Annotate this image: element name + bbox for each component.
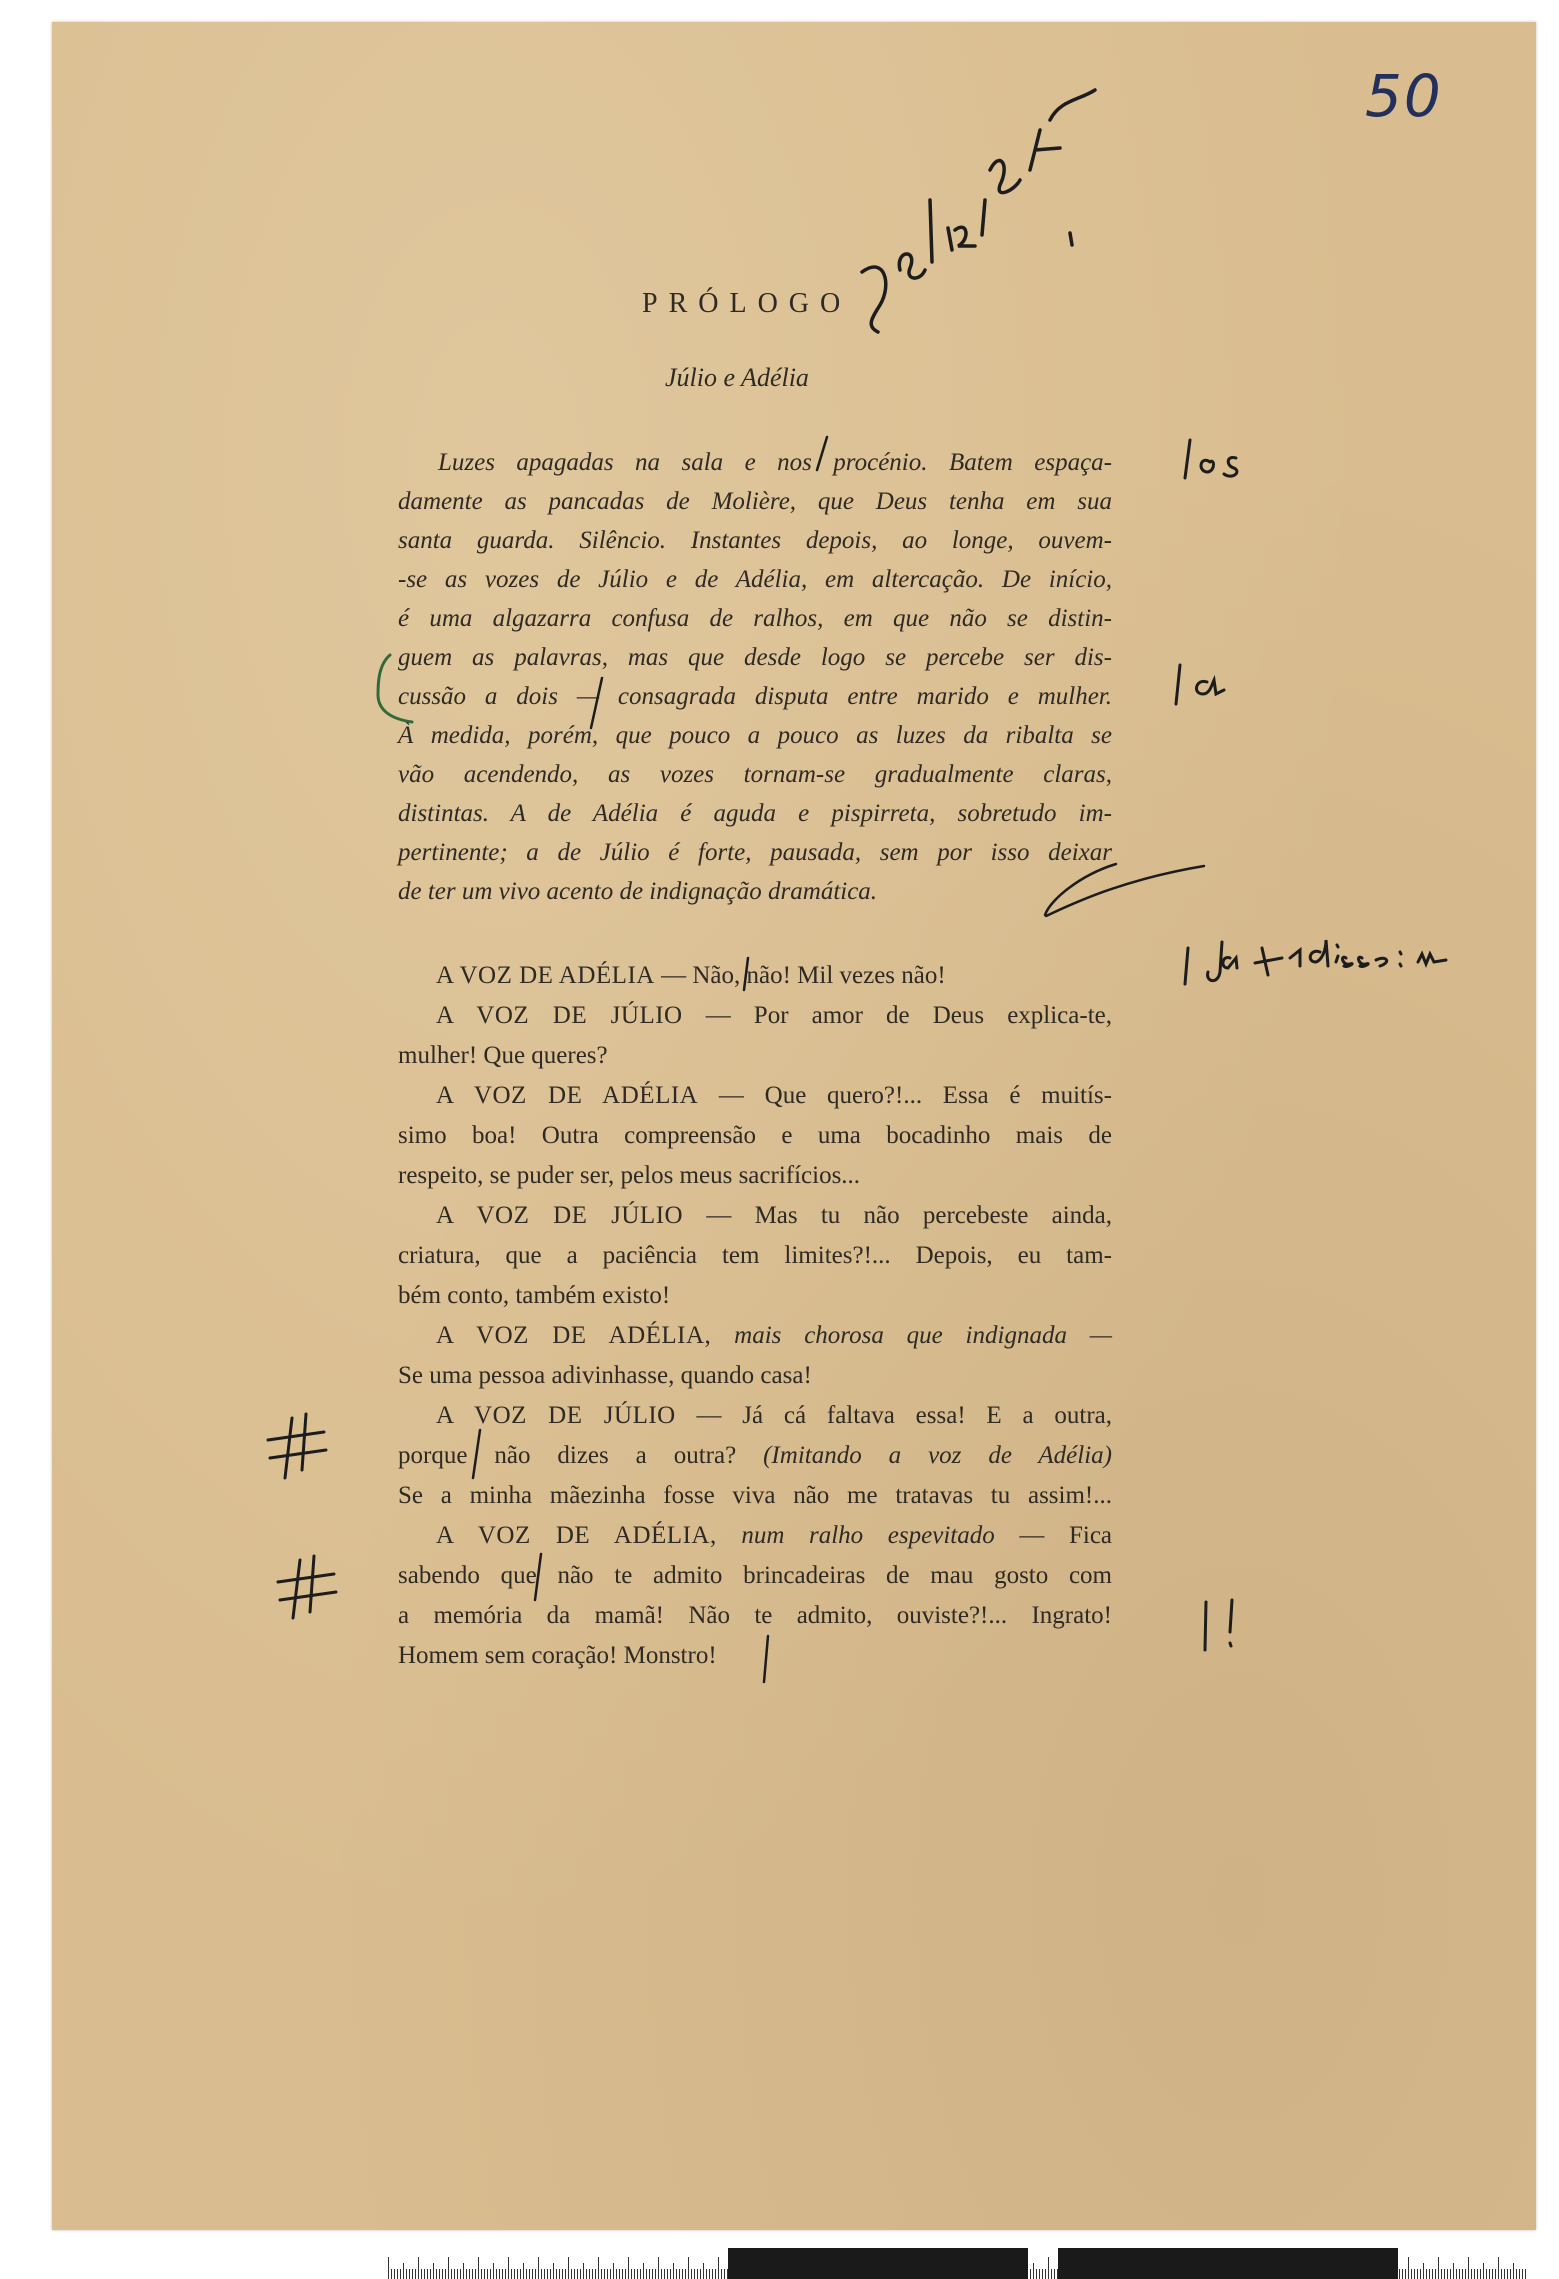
ruler-tick: [1045, 2269, 1046, 2279]
ruler-tick: [598, 2257, 599, 2279]
ruler-tick: [466, 2269, 467, 2279]
ruler-tick: [691, 2269, 692, 2279]
ruler-tick: [649, 2269, 650, 2279]
ruler-tick: [631, 2269, 632, 2279]
ruler-tick: [412, 2269, 413, 2279]
ruler-tick: [1441, 2269, 1442, 2279]
speech-text: — Já cá faltava essa! E a outra,: [675, 1402, 1112, 1429]
ruler-tick: [418, 2257, 419, 2279]
ruler-tick: [562, 2269, 563, 2279]
ruler-tick: [700, 2269, 701, 2279]
dialogue-line: [436, 1396, 1112, 1435]
dialogue-line: sabendo que não te admito brincadeiras de mau gosto com: [398, 1562, 1112, 1589]
ruler-tick: [634, 2269, 635, 2279]
ruler-tick: [616, 2269, 617, 2279]
ruler-tick: [568, 2257, 569, 2279]
ruler-tick: [595, 2269, 596, 2279]
ruler-tick: [454, 2269, 455, 2279]
ruler-block: [1058, 2248, 1398, 2279]
ruler-tick: [1402, 2269, 1403, 2279]
ruler-tick: [646, 2269, 647, 2279]
dialogue-line: Se uma pessoa adivinhasse, quando casa!: [398, 1362, 812, 1389]
ruler-tick: [577, 2269, 578, 2279]
ruler-tick: [406, 2269, 407, 2279]
ruler-tick: [574, 2269, 575, 2279]
ruler-tick: [421, 2269, 422, 2279]
ruler-tick: [1465, 2269, 1466, 2279]
dialogue-line: Se a minha mãezinha fosse viva não me tratavas tu assim!...: [398, 1482, 1112, 1509]
dialogue-line: [436, 956, 1112, 995]
ruler-tick: [721, 2269, 722, 2279]
ruler-tick: [511, 2269, 512, 2279]
ruler-tick: [487, 2269, 488, 2279]
ruler-tick: [715, 2269, 716, 2279]
ruler-tick: [1417, 2269, 1418, 2279]
ruler-tick: [514, 2269, 515, 2279]
ruler-tick: [493, 2263, 494, 2279]
ruler-tick: [499, 2269, 500, 2279]
stage-direction-line: vão acendendo, as vozes tornam-se gradualmente claras,: [398, 761, 1112, 788]
ruler-tick: [1471, 2269, 1472, 2279]
ruler-tick: [1522, 2269, 1523, 2279]
ruler-tick: [1399, 2269, 1400, 2279]
stage-direction-line: pertinente; a de Júlio é forte, pausada, sem por isso deixar: [398, 839, 1112, 866]
ruler-tick: [481, 2269, 482, 2279]
ruler-tick: [673, 2263, 674, 2279]
stage-direction-line: guem as palavras, mas que desde logo se percebe ser dis-: [398, 644, 1112, 671]
page-title: PRÓLOGO: [642, 288, 852, 319]
dialogue-line: respeito, se puder ser, pelos meus sacrifícios...: [398, 1162, 861, 1189]
ruler-tick: [661, 2269, 662, 2279]
ruler-tick: [583, 2263, 584, 2279]
scale-ruler: [388, 2244, 1538, 2279]
ruler-tick: [685, 2269, 686, 2279]
ruler-tick: [1498, 2257, 1499, 2279]
ruler-tick: [1411, 2269, 1412, 2279]
ruler-tick: [1453, 2263, 1454, 2279]
ruler-tick: [604, 2269, 605, 2279]
ruler-tick: [559, 2269, 560, 2279]
ruler-tick: [694, 2269, 695, 2279]
ruler-tick: [643, 2263, 644, 2279]
speech-text: — Não, não! Mil vezes não!: [654, 962, 946, 989]
ruler-tick: [478, 2257, 479, 2279]
ruler-tick: [1051, 2269, 1052, 2279]
ruler-tick: [1414, 2269, 1415, 2279]
ruler-tick: [589, 2269, 590, 2279]
ruler-tick: [1042, 2269, 1043, 2279]
dialogue-line: a memória da mamã! Não te admito, ouviste?!... Ingrato!: [398, 1602, 1112, 1629]
ruler-tick: [469, 2269, 470, 2279]
dialogue-line: [436, 1316, 1112, 1355]
ruler-tick: [724, 2269, 725, 2279]
ruler-tick: [610, 2269, 611, 2279]
ruler-tick: [652, 2269, 653, 2279]
ruler-tick: [1426, 2269, 1427, 2279]
ruler-tick: [1036, 2269, 1037, 2279]
ruler-tick: [535, 2269, 536, 2279]
ruler-tick: [502, 2269, 503, 2279]
ruler-tick: [1519, 2269, 1520, 2279]
ruler-tick: [448, 2257, 449, 2279]
ruler-tick: [679, 2269, 680, 2279]
ruler-tick: [607, 2269, 608, 2279]
dialogue-line: Homem sem coração! Monstro!: [398, 1642, 717, 1669]
ruler-tick: [1405, 2269, 1406, 2279]
ruler-tick: [1447, 2269, 1448, 2279]
speech-text: — Por amor de Deus explica-te,: [682, 1002, 1112, 1029]
ruler-tick: [1525, 2269, 1526, 2279]
ruler-tick: [1054, 2269, 1055, 2279]
ruler-tick: [436, 2269, 437, 2279]
ruler-tick: [1480, 2269, 1481, 2279]
speech-text: — Mas tu não percebeste ainda,: [683, 1202, 1112, 1229]
ruler-tick: [547, 2269, 548, 2279]
ruler-tick: [667, 2269, 668, 2279]
ruler-tick: [424, 2269, 425, 2279]
ruler-tick: [553, 2263, 554, 2279]
ruler-tick: [1420, 2269, 1421, 2279]
dialogue-line: mulher! Que queres?: [398, 1042, 608, 1069]
ruler-tick: [433, 2263, 434, 2279]
ruler-tick: [625, 2269, 626, 2279]
dialogue-line: [436, 996, 1112, 1035]
stage-direction-inline: num ralho espevitado: [716, 1522, 995, 1549]
ruler-tick: [1408, 2257, 1409, 2279]
ruler-tick: [1429, 2269, 1430, 2279]
ruler-tick: [520, 2269, 521, 2279]
ruler-tick: [1510, 2269, 1511, 2279]
dialogue-line: [436, 1196, 1112, 1235]
stage-direction-inline: (Imitando a voz de Adélia): [763, 1442, 1112, 1469]
ruler-tick: [1435, 2269, 1436, 2279]
ruler-tick: [592, 2269, 593, 2279]
ruler-tick: [415, 2269, 416, 2279]
ruler-tick: [709, 2269, 710, 2279]
ruler-tick: [445, 2269, 446, 2279]
ruler-tick: [430, 2269, 431, 2279]
ruler-tick: [442, 2269, 443, 2279]
stage-direction-line: -se as vozes de Júlio e de Adélia, em altercação. De início,: [398, 566, 1112, 593]
ruler-tick: [586, 2269, 587, 2279]
ruler-tick: [1483, 2263, 1484, 2279]
dialogue-line: criatura, que a paciência tem limites?!... Depois, eu tam-: [398, 1242, 1112, 1269]
ruler-tick: [688, 2257, 689, 2279]
ruler-tick: [682, 2269, 683, 2279]
ruler-tick: [640, 2269, 641, 2279]
ruler-tick: [550, 2269, 551, 2279]
ruler-tick: [580, 2269, 581, 2279]
ruler-tick: [1033, 2263, 1034, 2279]
speaker-name: A VOZ DE ADÉLIA: [436, 1082, 699, 1109]
ruler-tick: [523, 2263, 524, 2279]
ruler-tick: [1048, 2257, 1049, 2279]
ruler-tick: [1030, 2269, 1031, 2279]
ruler-tick: [439, 2269, 440, 2279]
ruler-tick: [697, 2269, 698, 2279]
ruler-tick: [460, 2269, 461, 2279]
ruler-tick: [532, 2269, 533, 2279]
ruler-tick: [703, 2263, 704, 2279]
ruler-tick: [1456, 2269, 1457, 2279]
ruler-tick: [496, 2269, 497, 2279]
ruler-tick: [1516, 2269, 1517, 2279]
stage-direction-line: damente as pancadas de Molière, que Deus tenha em sua: [398, 488, 1112, 515]
ruler-tick: [1462, 2269, 1463, 2279]
stage-direction-inline: mais chorosa que indignada —: [711, 1322, 1113, 1349]
ruler-tick: [712, 2269, 713, 2279]
ruler-tick: [457, 2269, 458, 2279]
dialogue-line: [436, 1076, 1112, 1115]
ruler-tick: [637, 2269, 638, 2279]
ruler-block: [728, 2248, 1028, 2279]
ruler-tick: [427, 2269, 428, 2279]
ruler-tick: [463, 2263, 464, 2279]
ruler-tick: [409, 2269, 410, 2279]
ruler-tick: [1501, 2269, 1502, 2279]
speaker-name: A VOZ DE ADÉLIA: [436, 962, 655, 989]
ruler-tick: [622, 2269, 623, 2279]
ruler-tick: [1495, 2269, 1496, 2279]
ruler-tick: [658, 2257, 659, 2279]
ruler-tick: [1459, 2269, 1460, 2279]
ruler-tick: [451, 2269, 452, 2279]
speaker-name: A VOZ DE ADÉLIA,: [436, 1522, 717, 1549]
ruler-tick: [1039, 2269, 1040, 2279]
ruler-tick: [565, 2269, 566, 2279]
ruler-tick: [544, 2269, 545, 2279]
stage-direction-line: de ter um vivo acento de indignação dramática.: [398, 878, 878, 905]
ruler-tick: [1492, 2269, 1493, 2279]
speaker-name: A VOZ DE JÚLIO: [436, 1402, 676, 1429]
ruler-tick: [1432, 2269, 1433, 2279]
ruler-tick: [397, 2269, 398, 2279]
ruler-tick: [1450, 2269, 1451, 2279]
dialogue-line: [436, 1516, 1112, 1555]
ruler-tick: [664, 2269, 665, 2279]
page-number: 50: [1365, 62, 1443, 130]
ruler-tick: [601, 2269, 602, 2279]
ruler-tick: [1504, 2269, 1505, 2279]
ruler-tick: [541, 2269, 542, 2279]
ruler-tick: [1513, 2263, 1514, 2279]
ruler-tick: [613, 2263, 614, 2279]
speech-text: — Fica: [994, 1522, 1113, 1549]
ruler-tick: [676, 2269, 677, 2279]
ruler-tick: [1477, 2269, 1478, 2279]
stage-direction-line: distintas. A de Adélia é aguda e pispirreta, sobretudo im-: [398, 800, 1112, 827]
dialogue-line: bém conto, também existo!: [398, 1282, 671, 1309]
speaker-name: A VOZ DE JÚLIO: [436, 1202, 684, 1229]
speaker-name: A VOZ DE JÚLIO: [436, 1002, 683, 1029]
ruler-tick: [706, 2269, 707, 2279]
ruler-tick: [391, 2269, 392, 2279]
speech-text: porque não dizes a outra?: [398, 1442, 764, 1469]
ruler-tick: [1489, 2269, 1490, 2279]
ruler-tick: [403, 2263, 404, 2279]
ruler-tick: [619, 2269, 620, 2279]
ruler-tick: [388, 2257, 389, 2279]
stage-direction-line: é uma algazarra confusa de ralhos, em que não se distin-: [398, 605, 1112, 632]
ruler-tick: [526, 2269, 527, 2279]
ruler-tick: [1474, 2269, 1475, 2279]
dialogue-line: [398, 1436, 1112, 1475]
ruler-tick: [505, 2269, 506, 2279]
ruler-tick: [1438, 2257, 1439, 2279]
ruler-tick: [400, 2269, 401, 2279]
ruler-tick: [484, 2269, 485, 2279]
stage-direction-line: santa guarda. Silêncio. Instantes depois, ao longe, ouvem-: [398, 527, 1112, 554]
ruler-tick: [475, 2269, 476, 2279]
ruler-tick: [1444, 2269, 1445, 2279]
speech-text: — Que quero?!... Essa é muitís-: [698, 1082, 1112, 1109]
speaker-name: A VOZ DE ADÉLIA,: [436, 1322, 712, 1349]
ruler-tick: [655, 2269, 656, 2279]
ruler-tick: [394, 2269, 395, 2279]
ruler-tick: [508, 2257, 509, 2279]
ruler-tick: [1486, 2269, 1487, 2279]
ruler-tick: [517, 2269, 518, 2279]
ruler-tick: [628, 2257, 629, 2279]
stage-direction-line: cussão a dois — consagrada disputa entre marido e mulher.: [398, 683, 1112, 710]
page-subtitle: Júlio e Adélia: [665, 363, 809, 392]
ruler-tick: [1423, 2263, 1424, 2279]
ruler-tick: [472, 2269, 473, 2279]
ruler-tick: [529, 2269, 530, 2279]
dialogue-line: simo boa! Outra compreensão e uma bocadinho mais de: [398, 1122, 1112, 1149]
ruler-tick: [571, 2269, 572, 2279]
ruler-tick: [556, 2269, 557, 2279]
ruler-tick: [670, 2269, 671, 2279]
ruler-tick: [490, 2269, 491, 2279]
ruler-tick: [1468, 2257, 1469, 2279]
stage-direction-line: Luzes apagadas na sala e nos procénio. Batem espaça-: [438, 449, 1112, 476]
stage-direction-line: À medida, porém, que pouco a pouco as luzes da ribalta se: [398, 722, 1112, 749]
ruler-tick: [1507, 2269, 1508, 2279]
ruler-tick: [538, 2257, 539, 2279]
ruler-tick: [718, 2257, 719, 2279]
